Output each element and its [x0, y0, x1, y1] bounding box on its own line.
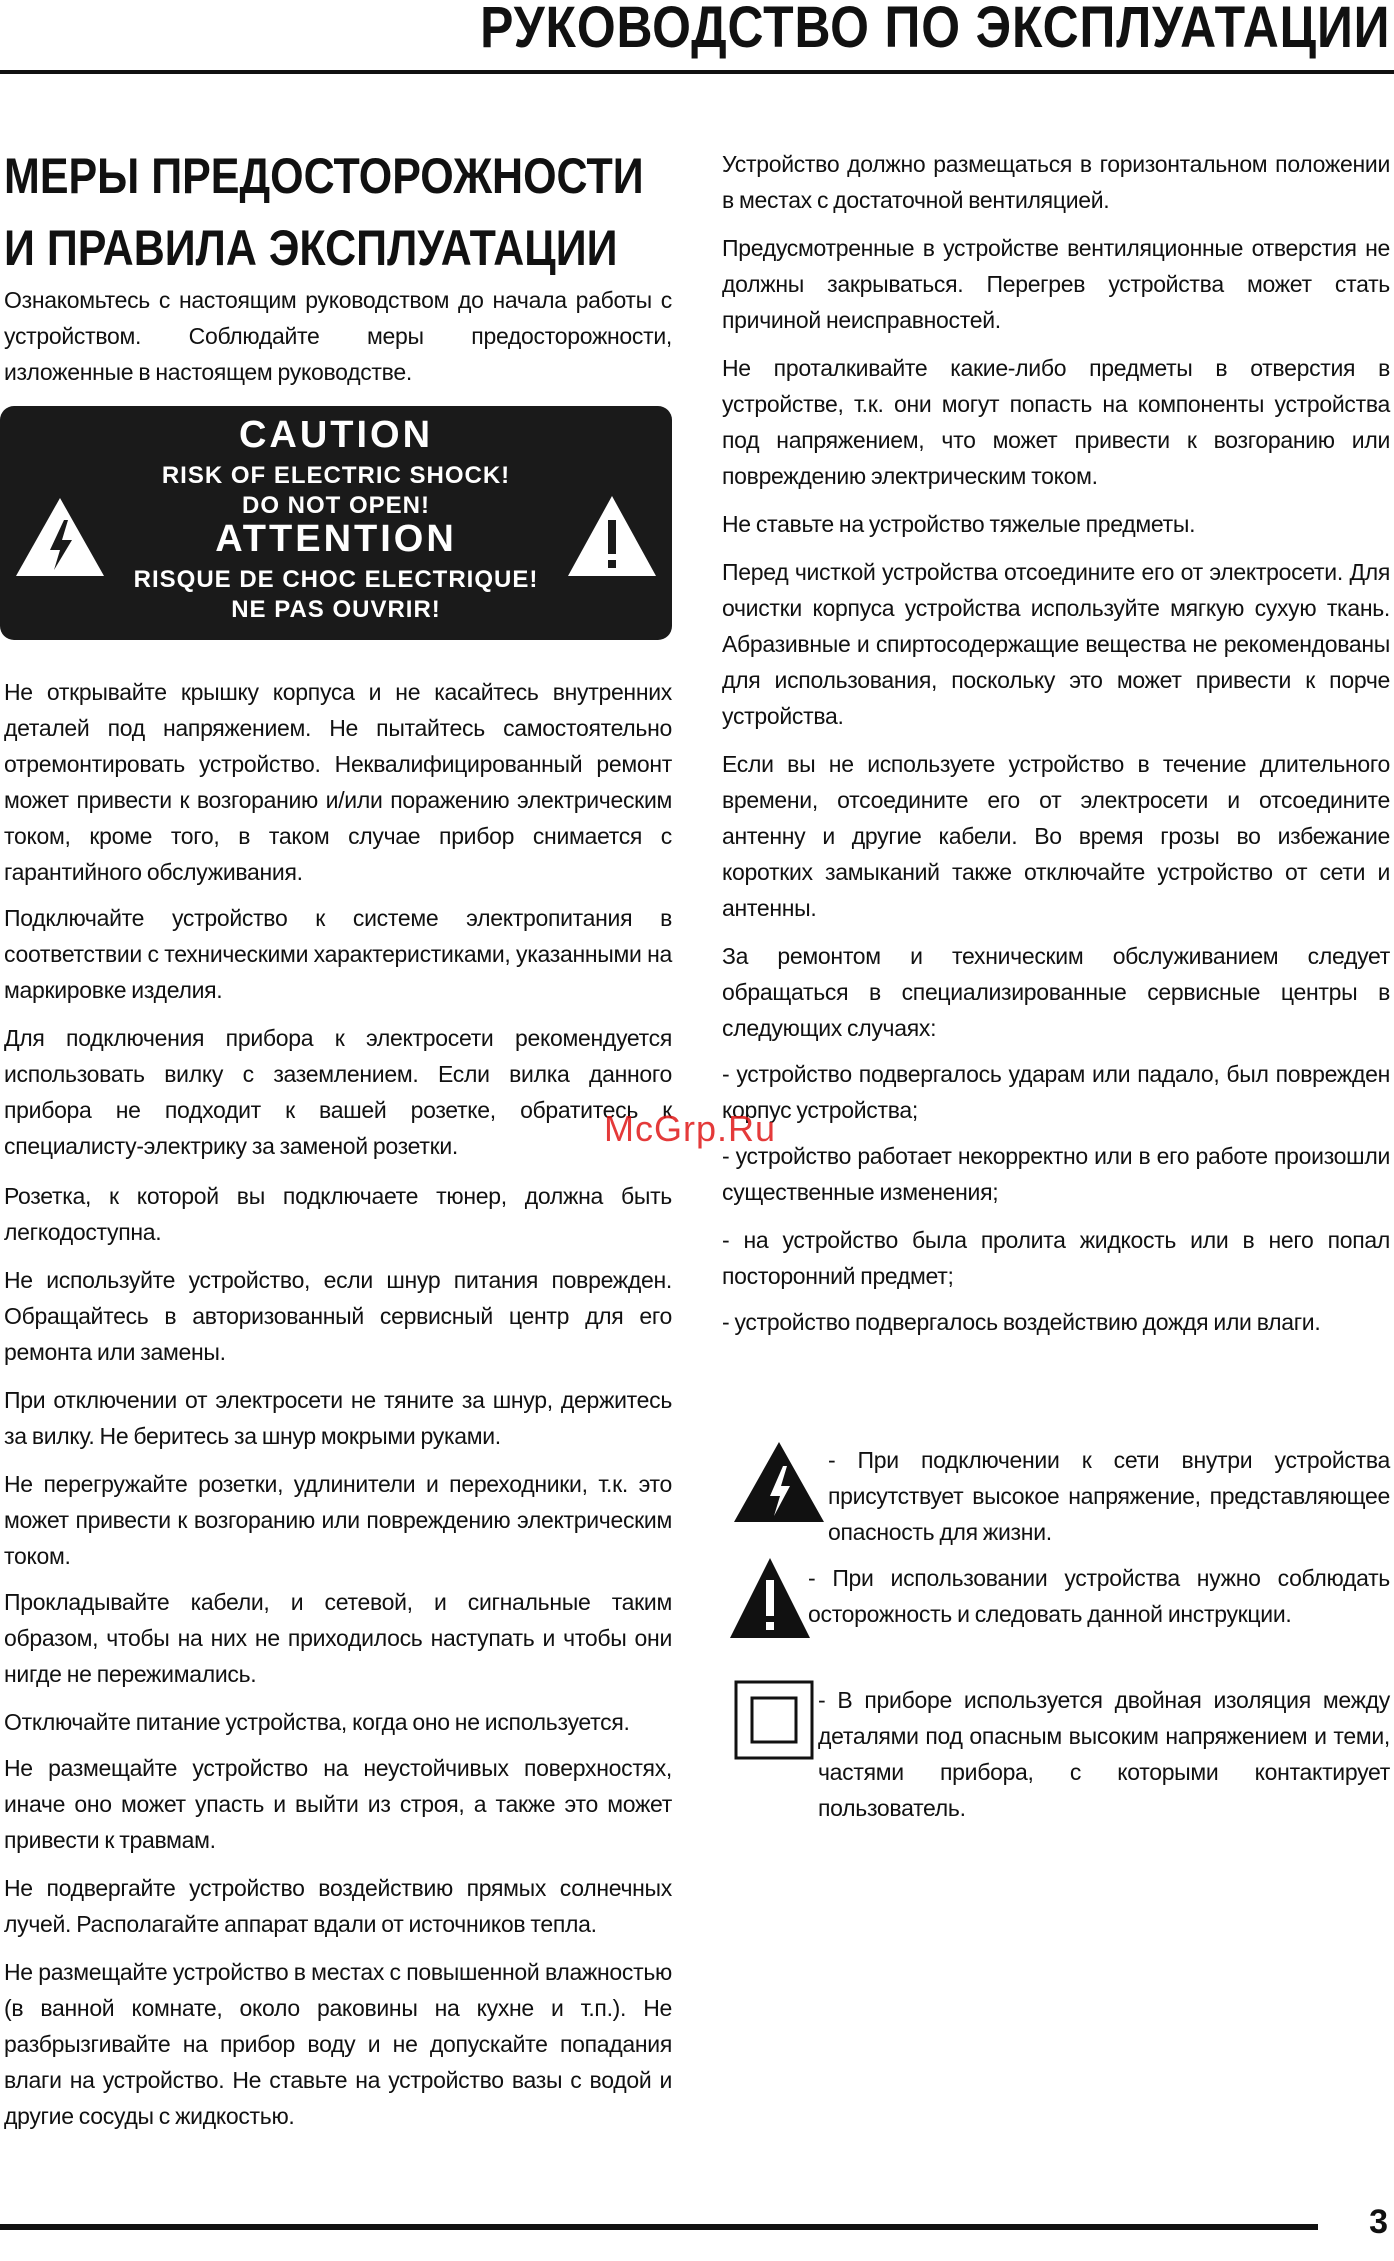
left-paragraph: Не перегружайте розетки, удлинители и переходники, т.к. это может привести к возгоранию или повреждению электрическим током.	[4, 1471, 672, 1569]
caution-line6: NE PAS OUVRIR!	[231, 596, 441, 623]
symbol-text-exclamation: - При использовании устройства нужно соблюдать осторожность и следовать данной инструкции.	[808, 1565, 1390, 1627]
double-square-icon	[734, 1680, 814, 1760]
left-paragraph: Не размещайте устройство в местах с повышенной влажностью (в ванной комнате, около раковины на кухне и т.п.). Не разбрызгивайте на прибор воду и не допускайте попадания влаги на устройство. Не ставьте на устройство вазы с водой и другие сосуды с жидкостью.	[4, 1959, 672, 2129]
right-p7-block	[722, 938, 1390, 1046]
right-paragraph: Не проталкивайте какие-либо предметы в отверстия в устройстве, т.к. они могут попасть на компоненты устройства под напряжением, что может привести к возгоранию или повреждению электрическим током.	[722, 355, 1390, 489]
symbol-item-double-square	[734, 1680, 814, 1765]
left-p2-block	[4, 900, 672, 1008]
left-paragraph: Не подвергайте устройство воздействию прямых солнечных лучей. Располагайте аппарат вдали от источников тепла.	[4, 1875, 672, 1937]
left-p7-block	[4, 1466, 672, 1574]
footer-rule	[0, 2224, 1318, 2230]
left-paragraph: Не размещайте устройство на неустойчивых поверхностях, иначе оно может упасть и выйти из строя, а также это может привести к травмам.	[4, 1755, 672, 1853]
left-p6-block	[4, 1382, 672, 1454]
left-p8-block	[4, 1584, 672, 1692]
right-paragraph: Предусмотренные в устройстве вентиляционные отверстия не должны закрываться. Перегрев устройства может стать причиной неисправностей.	[722, 235, 1390, 333]
left-paragraph: Не открывайте крышку корпуса и не касайтесь внутренних деталей под напряжением. Не пытайтесь самостоятельно отремонтировать устройство. Неквалифицированный ремонт может привести к возгоранию и/или поражению электрическим током, кроме того, в таком случае прибор снимается с гарантийного обслуживания.	[4, 679, 672, 885]
header-rule	[0, 70, 1394, 74]
attention-title: ATTENTION	[215, 518, 457, 560]
right-p9-block	[722, 1138, 1390, 1210]
left-paragraph: Прокладывайте кабели, и сетевой, и сигнальные таким образом, чтобы на них не приходилось наступать и чтобы они нигде не пережимались.	[4, 1589, 672, 1687]
left-p1-block	[4, 674, 672, 890]
right-p2-block	[722, 230, 1390, 338]
right-p5-block	[722, 554, 1390, 734]
left-paragraph: Розетка, к которой вы подключаете тюнер, должна быть легкодоступна.	[4, 1183, 672, 1245]
caution-title: CAUTION	[238, 414, 434, 456]
left-p9-block	[4, 1704, 672, 1740]
right-paragraph: Перед чисткой устройства отсоедините его от электросети. Для очистки корпуса устройства используйте мягкую сухую ткань. Абразивные и спиртосодержащие вещества не рекомендованы для использования, поскольку это может привести к порче устройства.	[722, 559, 1390, 729]
caution-line5: RISQUE DE CHOC ELECTRIQUE!	[133, 566, 539, 593]
left-p4-block	[4, 1178, 672, 1250]
section-title-line1: МЕРЫ ПРЕДОСТОРОЖНОСТИ	[4, 148, 644, 204]
lightning-triangle-icon	[732, 1440, 826, 1524]
right-paragraph: - устройство подвергалось ударам или падало, был поврежден корпус устройства;	[722, 1061, 1390, 1123]
section-title-line2: И ПРАВИЛА ЭКСПЛУАТАЦИИ	[4, 220, 618, 276]
exclamation-triangle-icon	[728, 1556, 812, 1640]
right-p8-block	[722, 1056, 1390, 1128]
left-p3-block	[4, 1020, 672, 1164]
right-p4-block	[722, 506, 1390, 542]
watermark-text: McGrp.Ru	[604, 1108, 777, 1149]
left-p11-block	[4, 1870, 672, 1942]
right-paragraph: За ремонтом и техническим обслуживанием следует обращаться в специализированные сервисные центры в следующих случаях:	[722, 943, 1390, 1041]
left-p10-block	[4, 1750, 672, 1858]
right-paragraph: - устройство работает некорректно или в его работе произошли существенные изменения;	[722, 1143, 1390, 1205]
right-paragraph: Устройство должно размещаться в горизонтальном положении в местах с достаточной вентиляцией.	[722, 151, 1390, 213]
right-paragraph: Если вы не используете устройство в течение длительного времени, отсоедините его от электросети и отсоедините антенну и другие кабели. Во время грозы во избежание коротких замыканий также отключайте устройство от сети и антенны.	[722, 751, 1390, 921]
symbol-text-double-square: - В приборе используется двойная изоляция между деталями под опасным высоким напряжением и теми, частями прибора, с которыми контактирует пользователь.	[818, 1687, 1390, 1821]
page-number: 3	[1369, 2203, 1388, 2241]
left-paragraph: Не используйте устройство, если шнур питания поврежден. Обращайтесь в авторизованный сервисный центр для его ремонта или замены.	[4, 1267, 672, 1365]
right-paragraph: Не ставьте на устройство тяжелые предметы.	[722, 511, 1196, 537]
section-title	[4, 140, 644, 284]
right-p6-block	[722, 746, 1390, 926]
left-p5-block	[4, 1262, 672, 1370]
left-paragraph: Отключайте питание устройства, когда оно не используется.	[4, 1709, 630, 1735]
symbol-item-exclamation	[728, 1556, 812, 1645]
symbol-item-lightning	[732, 1440, 826, 1529]
intro-paragraph: Ознакомьтесь с настоящим руководством до начала работы с устройством. Соблюдайте меры предосторожности, изложенные в настоящем руководстве.	[4, 287, 672, 385]
caution-line3: DO NOT OPEN!	[241, 492, 430, 519]
left-p12-block	[4, 1954, 672, 2134]
caution-line2: RISK OF ELECTRIC SHOCK!	[161, 462, 511, 489]
intro-block	[4, 282, 672, 390]
right-p3-block	[722, 350, 1390, 494]
left-paragraph: Подключайте устройство к системе электропитания в соответствии с техническими характеристиками, указанными на маркировке изделия.	[4, 905, 672, 1003]
symbol-text-lightning: - При подключении к сети внутри устройства присутствует высокое напряжение, представляющее опасность для жизни.	[828, 1447, 1390, 1545]
left-paragraph: Для подключения прибора к электросети рекомендуется использовать вилку с заземлением. Если вилка данного прибора не подходит к вашей розетке, обратитесь к специалисту-электрику за заменой розетки.	[4, 1025, 672, 1159]
right-paragraph: - устройство подвергалось воздействию дождя или влаги.	[722, 1309, 1321, 1335]
right-paragraph: - на устройство была пролита жидкость или в него попал посторонний предмет;	[722, 1227, 1390, 1289]
page-header-title: РУКОВОДСТВО ПО ЭКСПЛУАТАЦИИ	[479, 0, 1390, 60]
right-p11-block	[722, 1304, 1390, 1340]
caution-label	[0, 406, 672, 640]
left-paragraph: При отключении от электросети не тяните за шнур, держитесь за вилку. Не беритесь за шнур мокрыми руками.	[4, 1387, 672, 1449]
right-p1-block	[722, 146, 1390, 218]
right-p10-block	[722, 1222, 1390, 1294]
